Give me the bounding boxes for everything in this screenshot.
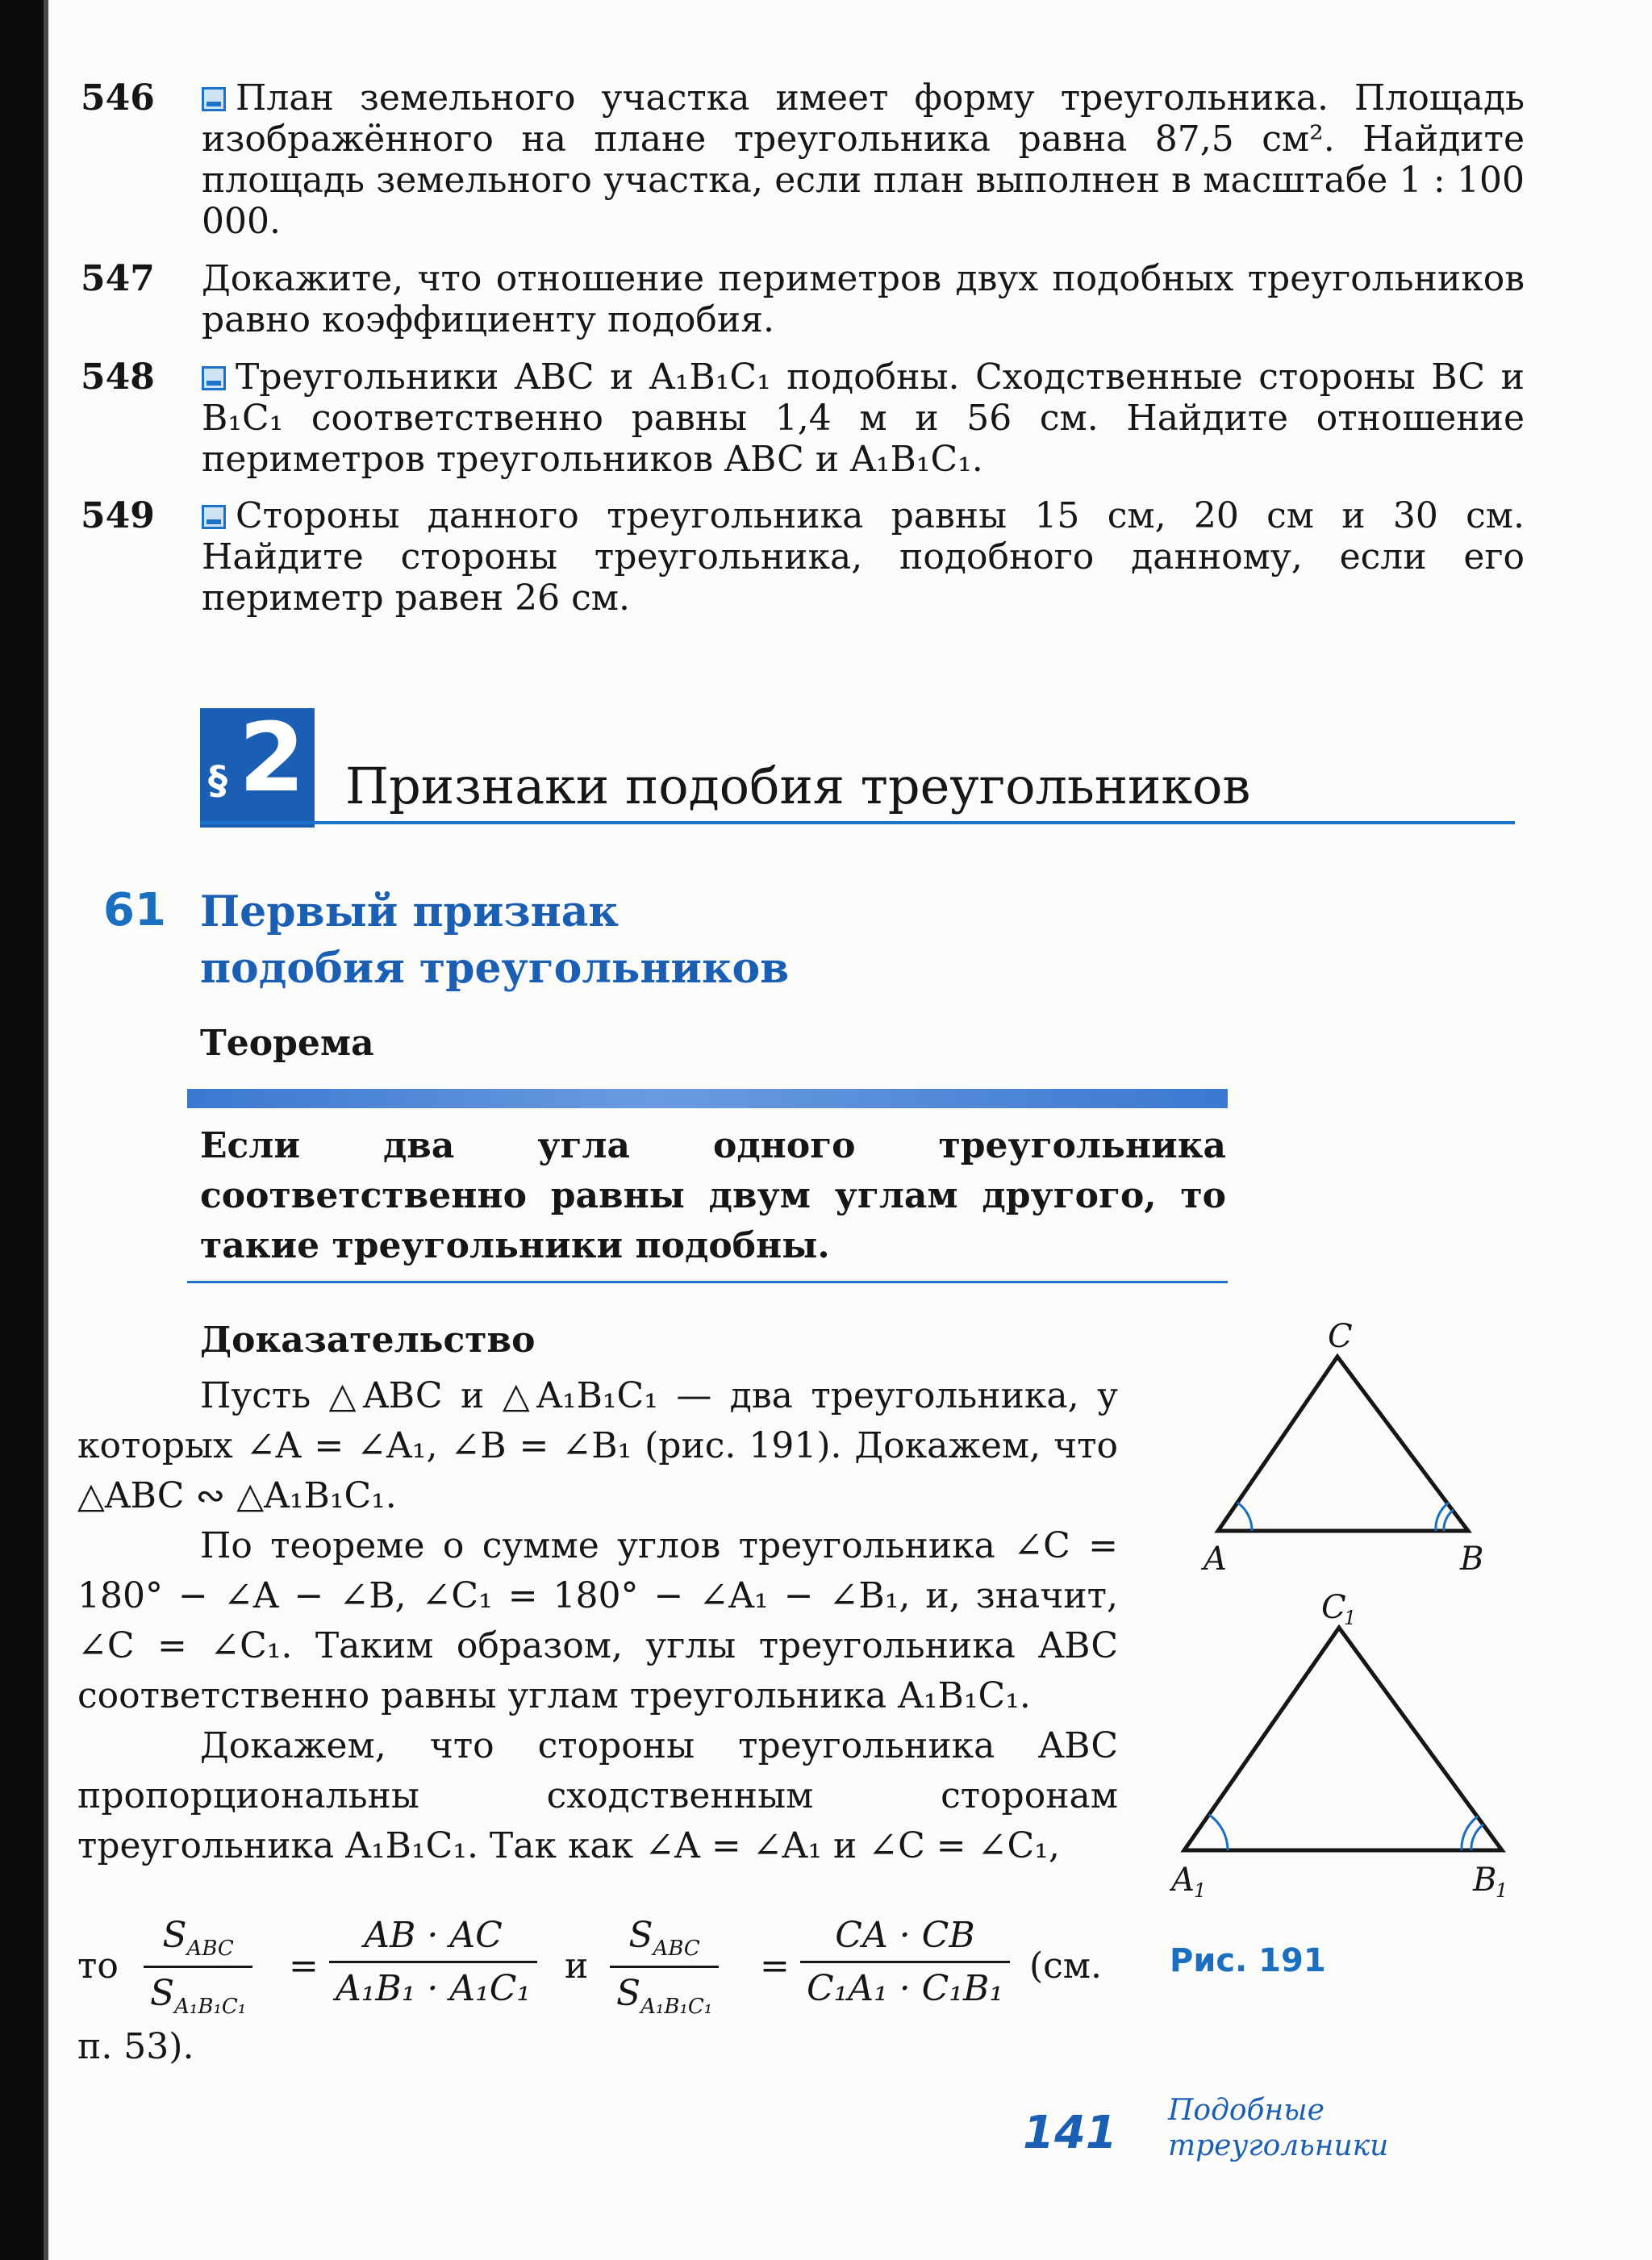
triangle-abc xyxy=(1218,1357,1468,1531)
running-title-line2: треугольники xyxy=(1168,2129,1389,2162)
theorem-label: Теорема xyxy=(200,1023,374,1064)
page-number: 141 xyxy=(1023,2107,1117,2159)
vertex-label-c: C xyxy=(1328,1318,1353,1355)
theorem-top-bar xyxy=(187,1089,1228,1108)
problem-546 xyxy=(81,77,1525,242)
fraction-sides-ratio-2: $\frac{CA \cdot CB}{\text{C₁A₁ · C₁B₁}}$ xyxy=(800,1915,1010,2009)
fraction-area-ratio-2: $S_{ABC}$ $S_{A_1B_1C_1}$ xyxy=(610,1915,719,2019)
equals-sign: = xyxy=(289,1945,319,1987)
difficulty-square-icon xyxy=(202,87,226,111)
proof-body xyxy=(77,1371,1118,1871)
word-see: (см. xyxy=(1029,1945,1103,1987)
difficulty-square-icon xyxy=(202,366,226,390)
triangle-a1b1c1 xyxy=(1184,1628,1502,1850)
fraction-sides-ratio-1: $\frac{AB \cdot AC}{\text{A₁B₁ · A₁C₁}}$ xyxy=(329,1915,537,2009)
vertex-label-c1: C xyxy=(1321,1589,1346,1626)
angle-arc-a xyxy=(1237,1503,1252,1531)
problem-text: Стороны данного треугольника равны 15 см, 20 см и 30 см. Найдите стороны треугольника, подобного данному, если его периметр равен 26 см. xyxy=(202,495,1525,619)
theorem-text: Если два угла одного треугольника соответственно равны двум углам другого, то такие треугольники подобны. xyxy=(200,1125,1226,1266)
vertex-label-a1: A xyxy=(1171,1862,1195,1899)
vertex-label-b: B xyxy=(1460,1541,1484,1578)
proof-paragraph-3: Докажем, что стороны треугольника ABC пропорциональны сходственным сторонам треугольника A₁B₁C₁. Так как ∠A = ∠A₁ и ∠C = ∠C₁, xyxy=(77,1725,1118,1866)
figure-191-triangles xyxy=(1170,1315,1525,1928)
problem-text: Докажите, что отношение периметров двух подобных треугольников равно коэффициенту подобия. xyxy=(202,258,1525,340)
section-number: 2 xyxy=(239,702,306,813)
vertex-label-a: A xyxy=(1204,1541,1227,1578)
proof-paragraph-2: По теореме о сумме углов треугольника ∠C = 180° − ∠A − ∠B, ∠C₁ = 180° − ∠A₁ − ∠B₁, и, значит, ∠C = ∠C₁. Таким образом, углы треугольника ABC соответственно равны углам треугольника A₁B₁C₁. xyxy=(77,1525,1118,1716)
problem-text: План земельного участка имеет форму треугольника. Площадь изображённого на плане треугольника равна 87,5 см². Найдите площадь земельного участка, если план выполнен в масштабе 1 : 100 000. xyxy=(202,77,1525,242)
problem-number: 548 xyxy=(81,357,155,398)
problem-number: 546 xyxy=(81,77,155,119)
word-to: то xyxy=(77,1945,119,1987)
proof-continuation: п. 53). xyxy=(77,2026,194,2067)
chapter-title-line2: подобия треугольников xyxy=(200,944,790,993)
chapter-title xyxy=(200,884,789,997)
section-symbol: § xyxy=(208,758,227,803)
problem-number: 547 xyxy=(81,258,155,299)
section-badge xyxy=(200,702,315,828)
proof-paragraph-1: Пусть △ABC и △A₁B₁C₁ — два треугольника, у которых ∠A = ∠A₁, ∠B = ∠B₁ (рис. 191). Докажем, что △ABC ∾ △A₁B₁C₁. xyxy=(77,1375,1118,1516)
figure-caption: Рис. 191 xyxy=(1170,1942,1326,1979)
angle-arc-b-inner xyxy=(1444,1510,1454,1531)
section-underline xyxy=(200,821,1515,824)
fraction-area-ratio-1: $S_{ABC}$ $S_{A_1B_1C_1}$ xyxy=(144,1915,252,2019)
equals-sign: = xyxy=(760,1945,790,1987)
problem-547 xyxy=(81,258,1525,340)
chapter-title-line1: Первый признак xyxy=(200,887,619,936)
proof-label: Доказательство xyxy=(200,1320,536,1361)
problem-text: Треугольники ABC и A₁B₁C₁ подобны. Сходственные стороны BC и B₁C₁ соответственно равны 1,4 м и 56 см. Найдите отношение периметров треугольников ABC и A₁B₁C₁. xyxy=(202,357,1525,480)
problem-548 xyxy=(81,357,1525,480)
theorem-bottom-line xyxy=(187,1281,1228,1283)
running-title-line1: Подобные xyxy=(1168,2094,1325,2127)
vertex-label-a1-sub: 1 xyxy=(1194,1879,1207,1902)
vertex-label-b1: B xyxy=(1473,1862,1497,1899)
section-title: Признаки подобия треугольников xyxy=(345,757,1251,815)
word-and: и xyxy=(565,1945,589,1987)
running-title xyxy=(1168,2093,1388,2164)
angle-arc-b1-inner xyxy=(1471,1824,1483,1850)
vertex-label-c1-sub: 1 xyxy=(1344,1607,1357,1629)
page-binding-edge xyxy=(0,0,44,2260)
angle-arc-a1 xyxy=(1209,1815,1228,1850)
page-binding-shadow xyxy=(44,0,48,2260)
problem-549 xyxy=(81,495,1525,619)
problem-number: 549 xyxy=(81,495,155,536)
difficulty-square-icon xyxy=(202,505,226,529)
chapter-number: 61 xyxy=(103,884,166,936)
vertex-label-b1-sub: 1 xyxy=(1496,1879,1508,1902)
